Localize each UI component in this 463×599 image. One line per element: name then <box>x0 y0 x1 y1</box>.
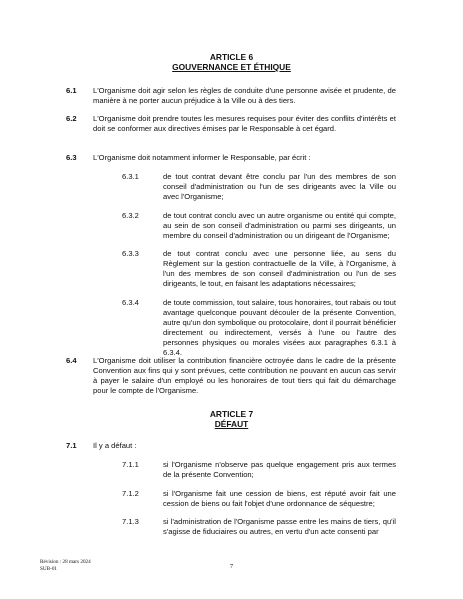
document-code: SUB-01 <box>40 566 58 572</box>
section-6-1-text: L'Organisme doit agir selon les règles de conduite d'une personne avisée et prudente, de manière à ne porter aucun préjudice à la Ville ou à des tiers. <box>93 86 396 105</box>
section-6-3-number: 6.3 <box>66 153 77 162</box>
article-7-title: ARTICLE 7 <box>209 409 254 419</box>
section-6-3-4-text: de toute commission, tout salaire, tous honoraires, tout rabais ou tout avantage quelconque pouvant découler de la présente Convention, autre qu'un don symbolique ou protocolaire, dont il pourrait bénéficier directement ou indirectement, versés à l'une ou l'autre des personnes physiques ou morales visées aux paragraphes 6.3.1 à 6.3.4. <box>163 298 396 357</box>
section-6-3-1-number: 6.3.1 <box>122 172 139 181</box>
section-7-1-1-number: 7.1.1 <box>122 460 139 469</box>
section-7-1-3-number: 7.1.3 <box>122 517 139 526</box>
article-6-title: ARTICLE 6 <box>209 52 254 62</box>
section-6-3-2-number: 6.3.2 <box>122 211 139 220</box>
article-7-heading <box>0 409 463 429</box>
article-6-heading <box>0 52 463 72</box>
section-7-1-text: Il y a défaut : <box>93 441 137 450</box>
section-7-1-2-number: 7.1.2 <box>122 489 139 498</box>
section-6-2-number: 6.2 <box>66 114 77 123</box>
section-6-3-text: L'Organisme doit notamment informer le Responsable, par écrit : <box>93 153 311 162</box>
section-6-3-3-text: de tout contrat conclu avec une personne liée, au sens du Règlement sur la gestion contractuelle de la Ville, à l'Organisme, à l'un des membres de son conseil d'administration ou l'un de ses dirigeants, le tout, en faisant les adaptations nécessaires; <box>163 249 396 288</box>
section-6-4-text: L'Organisme doit utiliser la contribution financière octroyée dans le cadre de la présente Convention aux fins qui y sont prévues, cette contribution ne pouvant en aucun cas servir à payer le salaire d'un employé ou les honoraires de tout tiers qui fait du démarchage pour le compte de l'Organisme. <box>93 356 396 395</box>
page-number: 7 <box>229 563 234 570</box>
section-6-1-number: 6.1 <box>66 86 77 95</box>
section-6-4-number: 6.4 <box>66 356 77 365</box>
revision-date: Révision : 28 mars 2024 <box>40 559 91 565</box>
section-7-1-3-text: si l'administration de l'Organisme passe entre les mains de tiers, qu'il s'agisse de fiduciaires ou autres, en vertu d'un acte consenti par <box>163 517 396 536</box>
section-6-2-text: L'Organisme doit prendre toutes les mesures requises pour éviter des conflits d'intérêts et doit se conformer aux directives émises par le Responsable à cet égard. <box>93 114 396 133</box>
section-6-3-2-text: de tout contrat conclu avec un autre organisme ou entité qui compte, au sein de son conseil d'administration ou parmi ses dirigeants, un membre du conseil d'administration ou un dirigeant de l'Organisme; <box>163 211 396 240</box>
section-6-3-4-number: 6.3.4 <box>122 298 139 307</box>
article-6-subtitle: GOUVERNANCE ET ÉTHIQUE <box>172 62 291 72</box>
section-6-3-1-text: de tout contrat devant être conclu par l'un des membres de son conseil d'administration ou l'un de ses dirigeants avec la Ville ou avec l'Organisme; <box>163 172 396 201</box>
section-7-1-number: 7.1 <box>66 441 77 450</box>
section-7-1-1-text: si l'Organisme n'observe pas quelque engagement pris aux termes de la présente Convention; <box>163 460 396 479</box>
article-7-subtitle: DÉFAUT <box>214 419 249 429</box>
section-6-3-3-number: 6.3.3 <box>122 249 139 258</box>
section-7-1-2-text: si l'Organisme fait une cession de biens, est réputé avoir fait une cession de biens ou fait l'objet d'une ordonnance de séquestre; <box>163 489 396 508</box>
